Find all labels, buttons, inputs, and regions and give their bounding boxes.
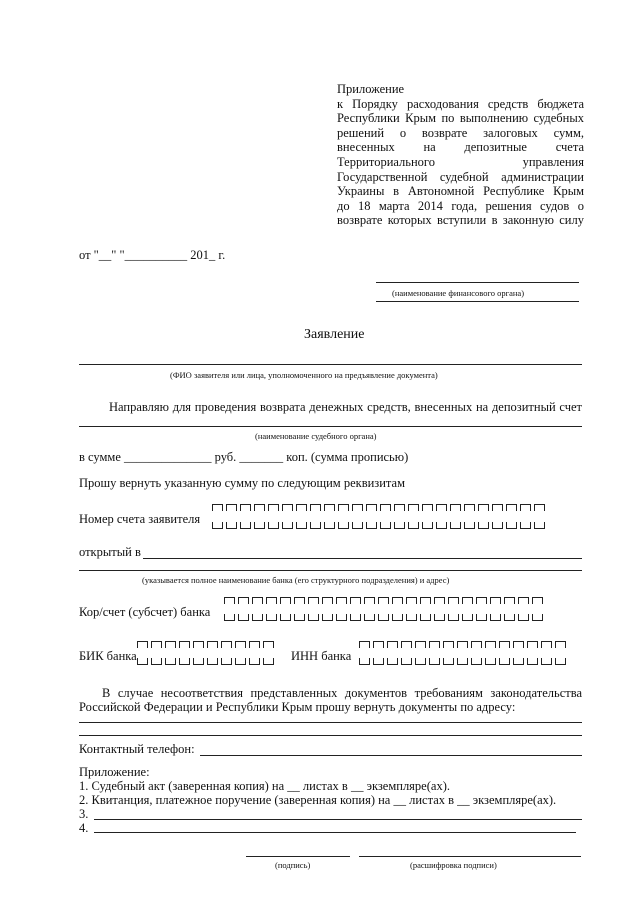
corr-account-boxes[interactable] (224, 597, 543, 604)
address-field-2[interactable] (79, 735, 582, 736)
return-paragraph-line-1: В случае несоответствия представленных документов требованиям законодательства (102, 686, 582, 700)
address-field[interactable] (79, 722, 582, 723)
corr-account-label: Кор/счет (субсчет) банка (79, 605, 211, 619)
signature-caption: (подпись) (275, 860, 311, 870)
bank-name-field-2[interactable] (79, 570, 582, 571)
appendix-line: Территориального управления (337, 154, 584, 169)
date-line: от "__" "__________ 201_ г. (79, 248, 226, 262)
attachment-item-3: 3. (79, 807, 89, 821)
inn-label: ИНН банка (291, 649, 352, 663)
document-title: Заявление (304, 327, 365, 342)
bik-boxes[interactable] (137, 641, 274, 648)
applicant-caption: (ФИО заявителя или лица, уполномоченного на предъявление документа) (170, 370, 438, 380)
appendix-block (337, 82, 584, 228)
attachments-title: Приложение: (79, 765, 150, 779)
applicant-name-field[interactable] (79, 364, 582, 365)
finance-org-caption: (наименование финансового органа) (392, 288, 525, 298)
phone-label: Контактный телефон: (79, 742, 195, 756)
return-paragraph-line-2: Российской Федерации и Республики Крым прошу вернуть документы по адресу: (79, 700, 516, 714)
appendix-line: Республики Крым по выполнению судебных (337, 111, 584, 126)
requisites-intro: Прошу вернуть указанную сумму по следующим реквизитам (79, 476, 406, 490)
phone-field[interactable] (200, 755, 582, 756)
bik-boxes-2[interactable] (137, 658, 274, 665)
appendix-line: до 18 марта 2014 года, решения судов о (337, 198, 584, 213)
appendix-line: Государственной судебной администрации (337, 169, 584, 184)
opened-label: открытый в (79, 545, 141, 559)
finance-org-field[interactable] (376, 282, 579, 283)
appendix-line: Приложение (337, 82, 405, 96)
attachment-item-4-field[interactable] (94, 832, 576, 833)
signature-decoding-field[interactable] (359, 856, 581, 857)
appendix-line: решений о возврате залоговых сумм, (337, 125, 584, 140)
attachment-item-4: 4. (79, 821, 89, 835)
appendix-line: возврате которых вступили в законную силу (337, 213, 584, 228)
appendix-line: внесенных на депозитные счета (337, 140, 584, 155)
court-name-field[interactable] (79, 426, 582, 427)
account-label: Номер счета заявителя (79, 512, 201, 526)
inn-boxes-2[interactable] (359, 658, 566, 665)
bik-label: БИК банка (79, 649, 137, 663)
deposit-sentence: Направляю для проведения возврата денежных средств, внесенных на депозитный счет (109, 400, 582, 414)
account-number-boxes[interactable] (212, 504, 545, 511)
signature-decoding-caption: (расшифровка подписи) (410, 860, 497, 870)
appendix-line: Украины в Автономной Республике Крым (337, 184, 584, 199)
bank-caption: (указывается полное наименование банка (его структурного подразделения) и адрес) (142, 575, 450, 585)
inn-boxes[interactable] (359, 641, 566, 648)
attachment-item-1: 1. Судебный акт (заверенная копия) на __ листах в __ экземплярe(ах). (79, 779, 450, 793)
sum-line: в сумме ______________ руб. _______ коп. (сумма прописью) (79, 450, 409, 464)
attachment-item-2: 2. Квитанция, платежное поручение (заверенная копия) на __ листах в __ экземпляре(ах). (79, 793, 557, 807)
corr-account-boxes-2[interactable] (224, 614, 543, 621)
appendix-line: к Порядку расходования средств бюджета (337, 96, 584, 111)
court-caption: (наименование судебного органа) (255, 431, 377, 441)
signature-field[interactable] (246, 856, 350, 857)
bank-name-field[interactable] (143, 558, 582, 559)
finance-org-field-2[interactable] (376, 301, 579, 302)
attachment-item-3-field[interactable] (94, 819, 582, 820)
account-number-boxes-2[interactable] (212, 522, 545, 529)
